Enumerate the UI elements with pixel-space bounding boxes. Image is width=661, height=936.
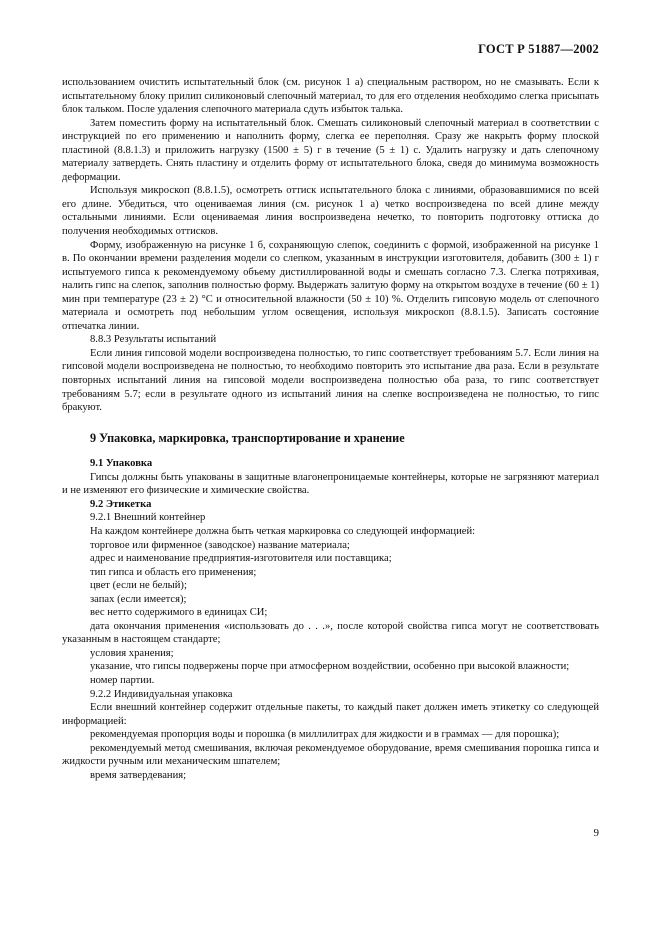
list-item: рекомендуемая пропорция воды и порошка (в миллилитрах для жидкости и в граммах — для порошка); [90,729,560,741]
list-item: номер партии. [90,674,155,686]
document-code: ГОСТ Р 51887—2002 [478,42,599,56]
paragraph: использованием очистить испытательный блок (см. рисунок 1 а) специальным раствором, но не смазывать. Если к испытательному блоку прилип силиконовый слепочный материал, то для его отделения необходимо слегка присыпать блок тальком. После удаления слепочного материала сдуть избыток талька. [62,77,599,116]
paragraph: Используя микроскоп (8.8.1.5), осмотреть оттиск испытательного блока с линиями, образовавшимися по всей его длине. Убедиться, что оцениваемая линия (см. рисунок 1 а) четко воспроизведена по всей длине между остальными линиями. Если оцениваемая линия воспроизведена нечетко, то повторить подготовку оттиска до получения необходимых оттисков. [62,185,599,238]
list-item: тип гипса и область его применения; [90,566,257,578]
list-item: запах (если имеется); [90,593,187,605]
paragraph: Если линия гипсовой модели воспроизведена полностью, то гипс соответствует требованиям 5.7. Если линия на гипсовой модели воспроизведена не полностью, то необходимо повторить это испытание два раза. Если в результате повторных испытаний линия на гипсовой модели воспроизведена полностью оба раза, то гипс соответствует требованиям 5.7; если в результате одного из испытаний линия на слепке воспроизведена не полностью, то гипс бракуют. [62,347,599,414]
list-item: указание, что гипсы подвержены порче при атмосферном воздействии, особенно при высокой влажности; [90,661,570,673]
paragraph: Затем поместить форму на испытательный блок. Смешать силиконовый слепочный материал в соответствии с инструкцией по его применению и наполнить форму, слегка ее переполняя. Сразу же накрыть форму плоской пластиной (8.8.1.3) и приложить нагрузку (1500 ± 5) г в течение (5 ± 1) с. Удалить нагрузку и дать слепочному материалу затвердеть. Снять пластину и отделить форму от испытательного блока, сведя до минимума возможность деформации. [62,117,599,183]
body-text [62,76,599,782]
list-item: вес нетто содержимого в единицах СИ; [90,607,268,619]
subsection-heading: 8.8.3 Результаты испытаний [90,334,217,346]
subsection-heading: 9.2.1 Внешний контейнер [90,512,206,524]
paragraph: Форму, изображенную на рисунке 1 б, сохраняющую слепок, соединить с формой, изображенной на рисунке 1 в. По окончании времени разделения модели со слепком, указанным в инструкции изготовителя, добавить (300 ± 1) г испытуемого гипса к рекомендуемому объему дистиллированной воды и смешать согласно 7.3. Слегка потряхивая, налить гипс на слепок, заполнив полностью форму. Выдержать залитую форму на открытом воздухе в течение (60 ± 1) мин при температуре (23 ± 2) °С и относительной влажности (50 ± 10) %. Отделить гипсовую модель от слепочного материала и осмотреть под небольшим углом освещения, используя микроскоп (8.8.1.5). Записать состояние отпечатка линии. [62,239,599,332]
paragraph: На каждом контейнере должна быть четкая маркировка со следующей информацией: [90,525,476,537]
subsection-heading: 9.2 Этикетка [90,498,152,510]
subsection-heading: 9.1 Упаковка [90,458,153,470]
list-item: торговое или фирменное (заводское) название материала; [90,539,350,551]
subsection-heading: 9.2.2 Индивидуальная упаковка [90,688,233,700]
list-item: адрес и наименование предприятия-изготовителя или поставщика; [90,553,392,565]
list-item: дата окончания применения «использовать до . . .», после которой свойства гипса могут не соответствовать указанным в настоящем стандарте; [62,620,599,646]
paragraph: Если внешний контейнер содержит отдельные пакеты, то каждый пакет должен иметь этикетку со следующей информацией: [62,702,599,727]
list-item: рекомендуемый метод смешивания, включая рекомендуемое оборудование, время смешивания порошка гипса и жидкости ручным или механическим шпателем; [62,742,599,768]
page-number: 9 [593,827,599,839]
section-title: 9 Упаковка, маркировка, транспортирование и хранение [90,430,405,445]
list-item: условия хранения; [90,647,174,659]
paragraph: Гипсы должны быть упакованы в защитные влагонепроницаемые контейнеры, которые не загрязняют материал и не изменяют его физические и химические свойства. [62,471,599,497]
list-item: время затвердевания; [90,769,187,781]
list-item: цвет (если не белый); [90,580,187,592]
